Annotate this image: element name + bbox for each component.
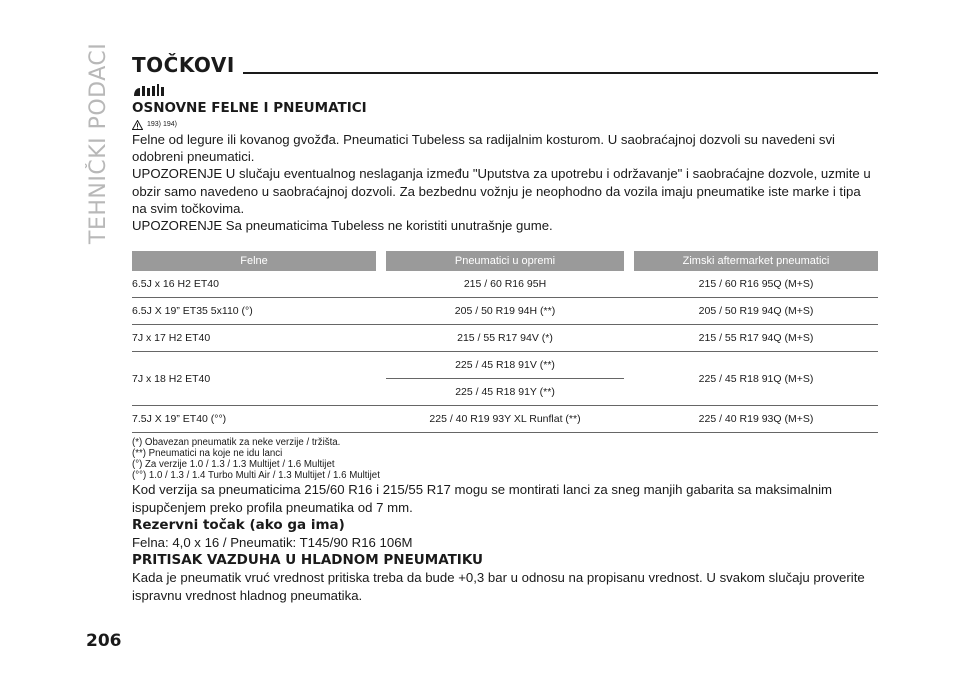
footnote: (*) Obavezan pneumatik za neke verzije / tržišta. — [132, 437, 341, 449]
tyre-pressure-title: PRITISAK VAZDUHA U HLADNOM PNEUMATIKU — [132, 552, 484, 569]
page-number: 206 — [86, 631, 122, 651]
rim-cell: 7.5J X 19” ET40 (°°) — [132, 406, 376, 433]
winter-tyre-cell: 205 / 50 R19 94Q (M+S) — [634, 298, 878, 325]
winter-tyre-cell: 215 / 60 R16 95Q (M+S) — [634, 271, 878, 298]
table-row — [132, 406, 878, 433]
snow-chains-paragraph: Kod verzija sa pneumaticima 215/60 R16 i 215/55 R17 mogu se montirati lanci za sneg manjih gabarita sa maksimalnim ispupčenjem preko profila pneumatika od 7 mm. — [132, 482, 833, 515]
footnote: (°) Za verzije 1.0 / 1.3 / 1.3 Multijet / 1.6 Multijet — [132, 459, 335, 471]
rim-cell: 6.5J x 16 H2 ET40 — [132, 271, 376, 298]
footnote: (**) Pneumatici na koje ne idu lanci — [132, 448, 283, 460]
warning-triangle-icon — [132, 120, 143, 130]
tyre-pressure-text: Kada je pneumatik vruć vrednost pritiska treba da bude +0,3 bar u odnosu na propisanu vrednost. U svakom slučaju proverite ispravnu vrednost hladnog pneumatika. — [132, 570, 865, 603]
rim-cell: 6.5J X 19” ET35 5x110 (°) — [132, 298, 376, 325]
table-footnotes — [132, 437, 878, 481]
table-row — [132, 271, 878, 298]
warning-refs — [132, 119, 878, 131]
rim-cell: 7J x 18 H2 ET40 — [132, 352, 376, 406]
winter-tyre-cell: 225 / 40 R19 93Q (M+S) — [634, 406, 878, 433]
reference-numbers: 193) 194) — [147, 121, 177, 128]
footnote: (°°) 1.0 / 1.3 / 1.4 Turbo Multi Air / 1.3 Multijet / 1.6 Multijet — [132, 470, 380, 482]
header-rule — [243, 72, 878, 74]
warning-tubeless: UPOZORENJE Sa pneumaticima Tubeless ne koristiti unutrašnje gume. — [132, 218, 553, 234]
header-rims: Felne — [132, 251, 376, 271]
page-content — [132, 52, 878, 604]
spare-wheel-title: Rezervni točak (ako ga ima) — [132, 517, 345, 534]
tyre-cell: 225 / 45 R18 91V (**) — [386, 352, 624, 379]
tyre-table — [132, 251, 878, 433]
section-title: TOČKOVI — [132, 53, 235, 77]
engine-variant-icons — [132, 84, 878, 98]
tyre-cell: 215 / 60 R16 95H — [386, 271, 624, 298]
spare-wheel-text: Felna: 4,0 x 16 / Pneumatik: T145/90 R16 106M — [132, 535, 413, 551]
winter-tyre-cell: 225 / 45 R18 91Q (M+S) — [634, 352, 878, 406]
rim-cell: 7J x 17 H2 ET40 — [132, 325, 376, 352]
tyre-cell: 215 / 55 R17 94V (*) — [386, 325, 624, 352]
subsection-title: OSNOVNE FELNE I PNEUMATICI — [132, 100, 367, 116]
header-winter-tyres: Zimski aftermarket pneumatici — [634, 251, 878, 271]
after-table-section — [132, 481, 878, 604]
fuel-version-icon — [132, 84, 166, 98]
winter-tyre-cell: 215 / 55 R17 94Q (M+S) — [634, 325, 878, 352]
tyre-cell: 225 / 45 R18 91Y (**) — [386, 379, 624, 406]
warning-registration: UPOZORENJE U slučaju eventualnog neslaganja između "Uputstva za upotrebu i održavanje" i saobraćajne dozvole, uzmite u obzir samo navedeno u saobraćajnoj dozvoli. Za bezbednu vožnju je neophodno da vozila imaju pneumatike iste marke i tipa na svim točkovima. — [132, 166, 871, 216]
tyre-cell: 225 / 40 R19 93Y XL Runflat (**) — [386, 406, 624, 433]
intro-paragraph: Felne od legure ili kovanog gvožđa. Pneumatici Tubeless sa radijalnim kosturom. U saobraćajnoj dozvoli su navedeni svi odobreni pneumatici. — [132, 132, 835, 165]
header-standard-tyres: Pneumatici u opremi — [386, 251, 624, 271]
table-row — [132, 298, 878, 325]
sidebar-chapter-title: TEHNIČKI PODACI — [86, 42, 111, 244]
section-header — [132, 52, 878, 76]
table-header-row — [132, 251, 878, 271]
table-row — [132, 352, 878, 379]
tyre-cell: 205 / 50 R19 94H (**) — [386, 298, 624, 325]
table-row — [132, 325, 878, 352]
